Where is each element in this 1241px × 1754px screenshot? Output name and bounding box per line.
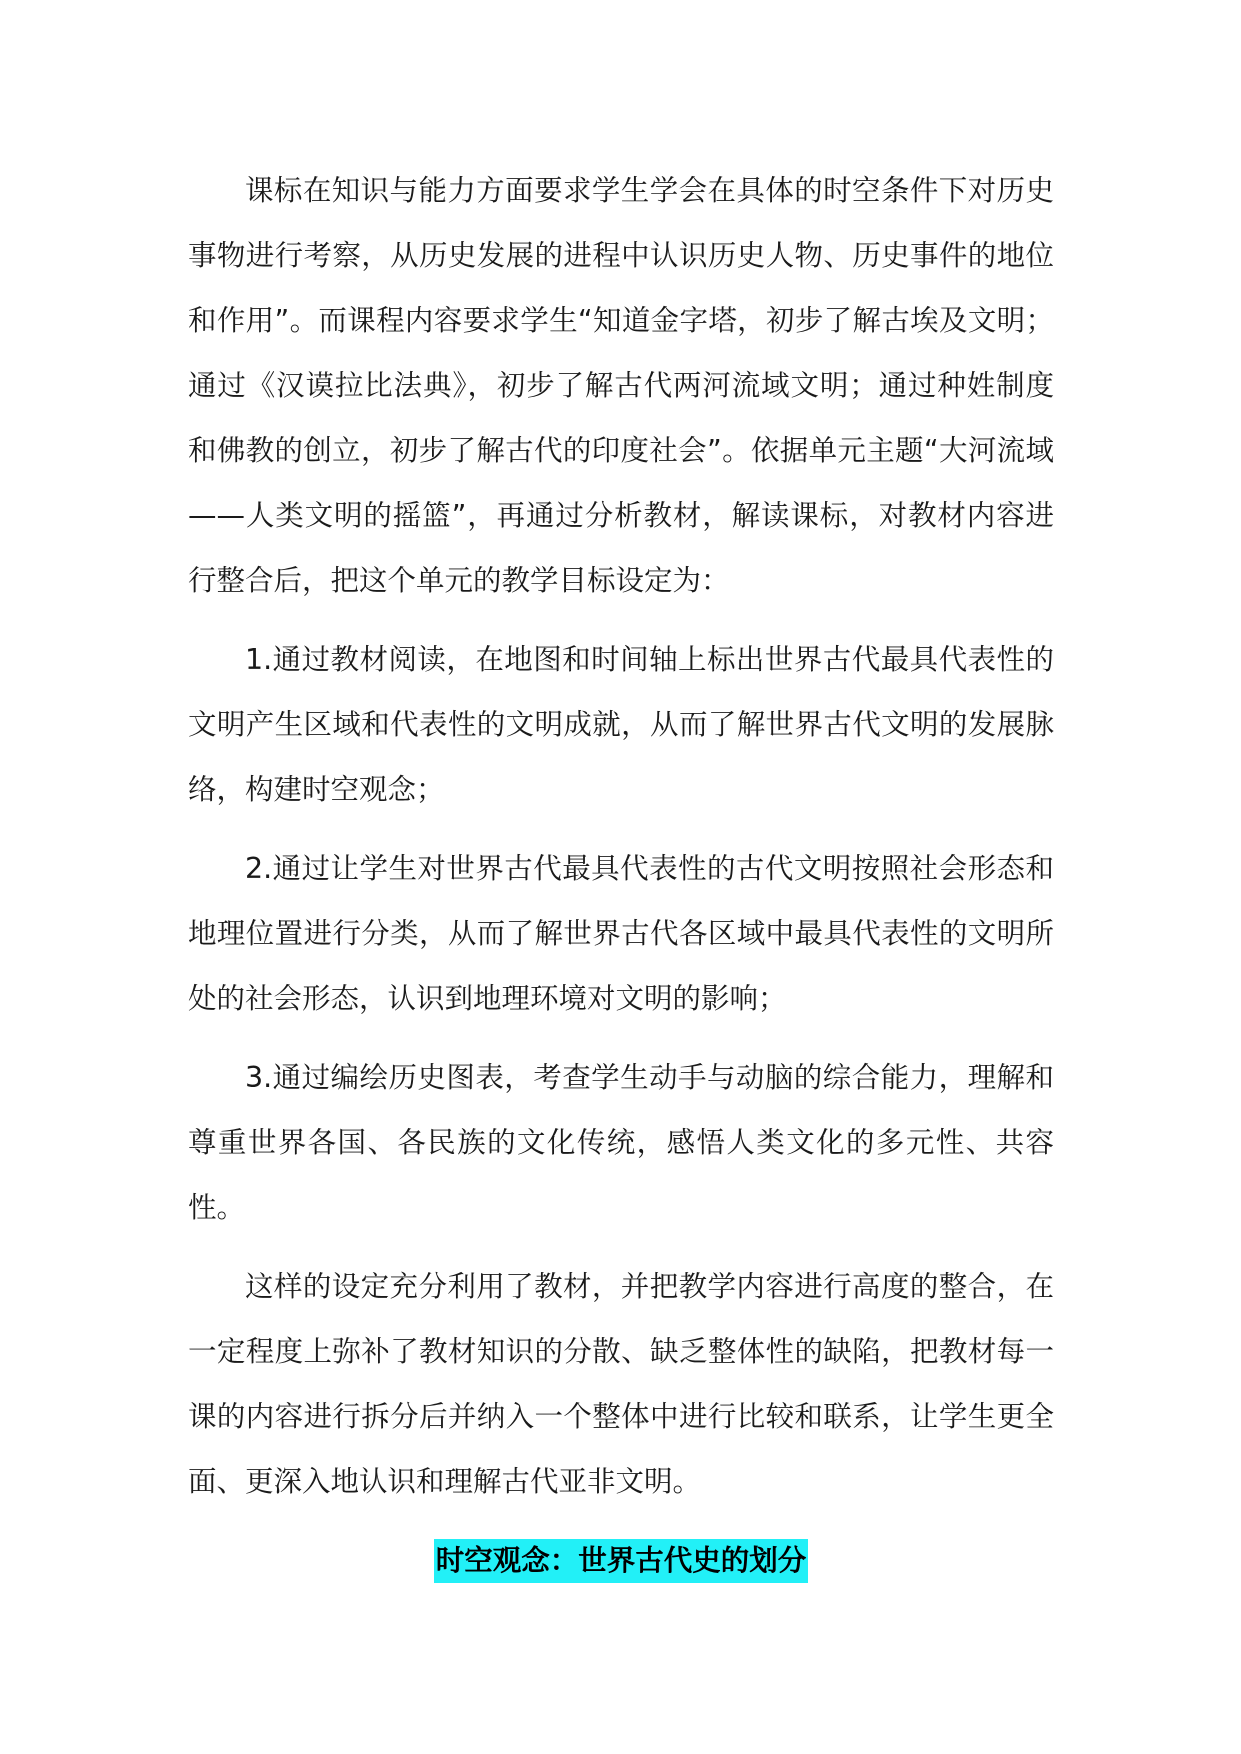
paragraph-goal-2: 2.通过让学生对世界古代最具代表性的古代文明按照社会形态和地理位置进行分类，从而了解世界古代各区域中最具代表性的文明所处的社会形态，认识到地理环境对文明的影响； <box>188 852 1054 1015</box>
paragraph-goal-1: 1.通过教材阅读，在地图和时间轴上标出世界古代最具代表性的文明产生区域和代表性的文明成就，从而了解世界古代文明的发展脉络，构建时空观念； <box>188 643 1054 806</box>
document-body <box>188 158 1054 1593</box>
section-heading: 时空观念：世界古代史的划分 <box>434 1539 809 1583</box>
paragraph-intro: 课标在知识与能力方面要求学生学会在具体的时空条件下对历史事物进行考察，从历史发展的进程中认识历史人物、历史事件的地位和作用”。而课程内容要求学生“知道金字塔，初步了解古埃及文明；通过《汉谟拉比法典》，初步了解古代两河流域文明；通过种姓制度和佛教的创立，初步了解古代的印度社会”。依据单元主题“大河流域——人类文明的摇篮”，再通过分析教材，解读课标，对教材内容进行整合后，把这个单元的教学目标设定为： <box>188 174 1054 597</box>
section-heading-wrap <box>188 1528 1054 1593</box>
paragraph-goal-3: 3.通过编绘历史图表，考查学生动手与动脑的综合能力，理解和尊重世界各国、各民族的文化传统，感悟人类文化的多元性、共容性。 <box>188 1061 1054 1224</box>
paragraph-conclusion: 这样的设定充分利用了教材，并把教学内容进行高度的整合，在一定程度上弥补了教材知识的分散、缺乏整体性的缺陷，把教材每一课的内容进行拆分后并纳入一个整体中进行比较和联系，让学生更全面、更深入地认识和理解古代亚非文明。 <box>188 1270 1054 1498</box>
